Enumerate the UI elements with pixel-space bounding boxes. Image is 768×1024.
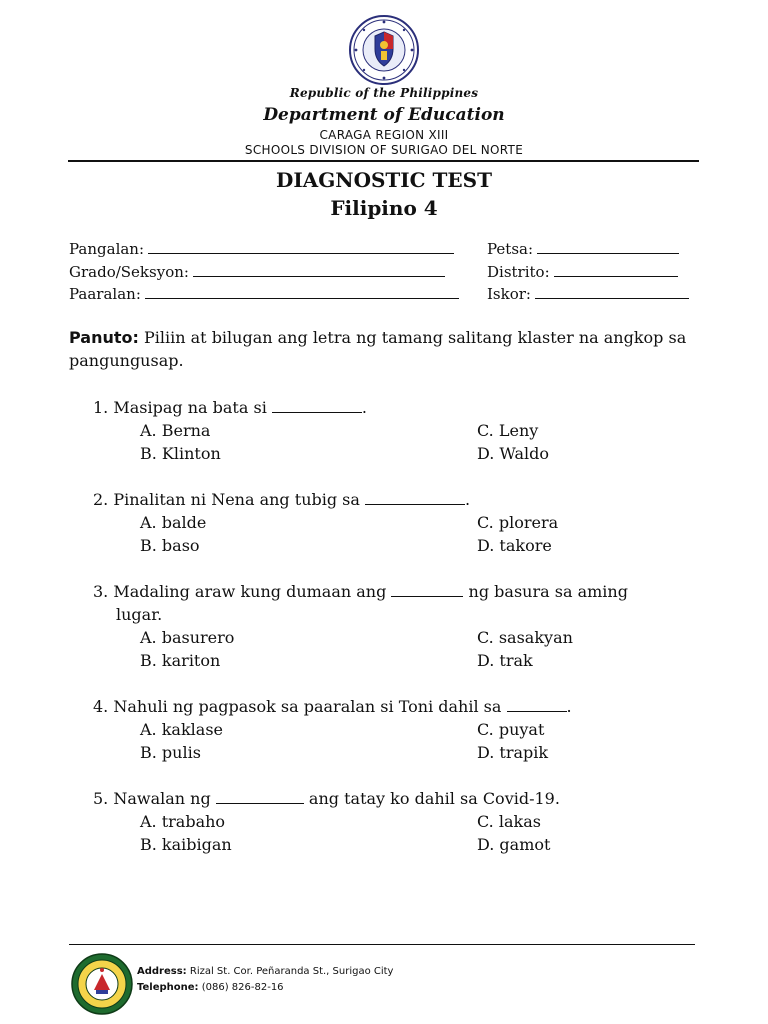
division-heading: SCHOOLS DIVISION OF SURIGAO DEL NORTE [244,143,524,157]
option-1c[interactable]: C. Leny [477,421,539,440]
question-number: 4. [93,697,109,716]
date-line[interactable] [537,241,679,254]
instruction-label: Panuto: [69,328,139,347]
telephone-value: (086) 826-82-16 [198,982,284,993]
question-text-end: ng basura sa aming [468,582,628,601]
option-2b[interactable]: B. baso [140,536,200,555]
question-text: Nawalan ng [113,789,211,808]
school-label: Paaralan: [69,285,141,303]
score-field[interactable] [487,285,689,303]
question-text: Pinalitan ni Nena ang tubig sa [113,490,360,509]
score-line[interactable] [535,286,689,299]
option-1b[interactable]: B. Klinton [140,444,221,463]
grade-section-line[interactable] [193,264,445,277]
question-4 [93,697,572,716]
option-2c[interactable]: C. plorera [477,513,559,532]
option-4c[interactable]: C. puyat [477,720,545,739]
district-label: Distrito: [487,263,550,281]
grade-section-field[interactable] [69,263,445,281]
answer-blank [391,584,463,597]
deped-seal-icon [348,14,420,86]
question-3 [93,582,628,601]
answer-blank [272,400,362,413]
republic-heading: Republic of the Philippines [289,86,479,100]
address-value: Rizal St. Cor. Peñaranda St., Surigao City [186,966,394,977]
option-5b[interactable]: B. kaibigan [140,835,232,854]
question-1 [93,398,367,417]
question-text-end: . [465,490,471,509]
name-line[interactable] [148,241,454,254]
district-line[interactable] [554,264,678,277]
question-text-end: . [566,697,572,716]
date-label: Petsa: [487,240,534,258]
question-number: 2. [93,490,109,509]
question-3-continuation: lugar. [116,605,163,624]
question-number: 3. [93,582,109,601]
school-line[interactable] [145,286,459,299]
question-number: 5. [93,789,109,808]
date-field[interactable] [487,240,679,258]
instructions [69,326,709,372]
footer-telephone [137,982,284,993]
instruction-text: Piliin at bilugan ang letra ng tamang salitang klaster na angkop sa pangungusap. [69,328,687,370]
option-4b[interactable]: B. pulis [140,743,201,762]
option-3b[interactable]: B. kariton [140,651,221,670]
address-label: Address: [137,966,187,977]
district-field[interactable] [487,263,678,281]
answer-blank [507,699,567,712]
option-1d[interactable]: D. Waldo [477,444,550,463]
name-label: Pangalan: [69,240,145,258]
test-title: DIAGNOSTIC TEST [275,168,492,192]
option-4a[interactable]: A. kaklase [140,720,223,739]
header-divider [68,160,699,162]
division-logo-icon [70,952,134,1016]
option-2a[interactable]: A. balde [140,513,207,532]
option-2d[interactable]: D. takore [477,536,552,555]
region-heading: CARAGA REGION XIII [319,128,449,142]
question-number: 1. [93,398,109,417]
answer-blank [216,791,304,804]
grade-section-label: Grado/Seksyon: [69,263,189,281]
question-5 [93,789,560,808]
footer-divider [69,944,695,945]
option-5a[interactable]: A. trabaho [140,812,226,831]
option-3a[interactable]: A. basurero [140,628,235,647]
option-4d[interactable]: D. trapik [477,743,549,762]
score-label: Iskor: [487,285,531,303]
option-3c[interactable]: C. sasakyan [477,628,573,647]
question-text: Madaling araw kung dumaan ang [113,582,387,601]
name-field[interactable] [69,240,454,258]
question-text: Nahuli ng pagpasok sa paaralan si Toni dahil sa [113,697,502,716]
option-5c[interactable]: C. lakas [477,812,541,831]
question-text-end: . [361,398,367,417]
footer-address [137,966,393,977]
option-1a[interactable]: A. Berna [140,421,211,440]
option-3d[interactable]: D. trak [477,651,533,670]
department-heading: Department of Education [263,105,505,125]
question-text-end: ang tatay ko dahil sa Covid-19. [308,789,560,808]
option-5d[interactable]: D. gamot [477,835,551,854]
school-field[interactable] [69,285,459,303]
telephone-label: Telephone: [137,982,199,993]
question-2 [93,490,470,509]
answer-blank [365,492,465,505]
test-subject: Filipino 4 [330,196,438,220]
question-text: Masipag na bata si [113,398,267,417]
